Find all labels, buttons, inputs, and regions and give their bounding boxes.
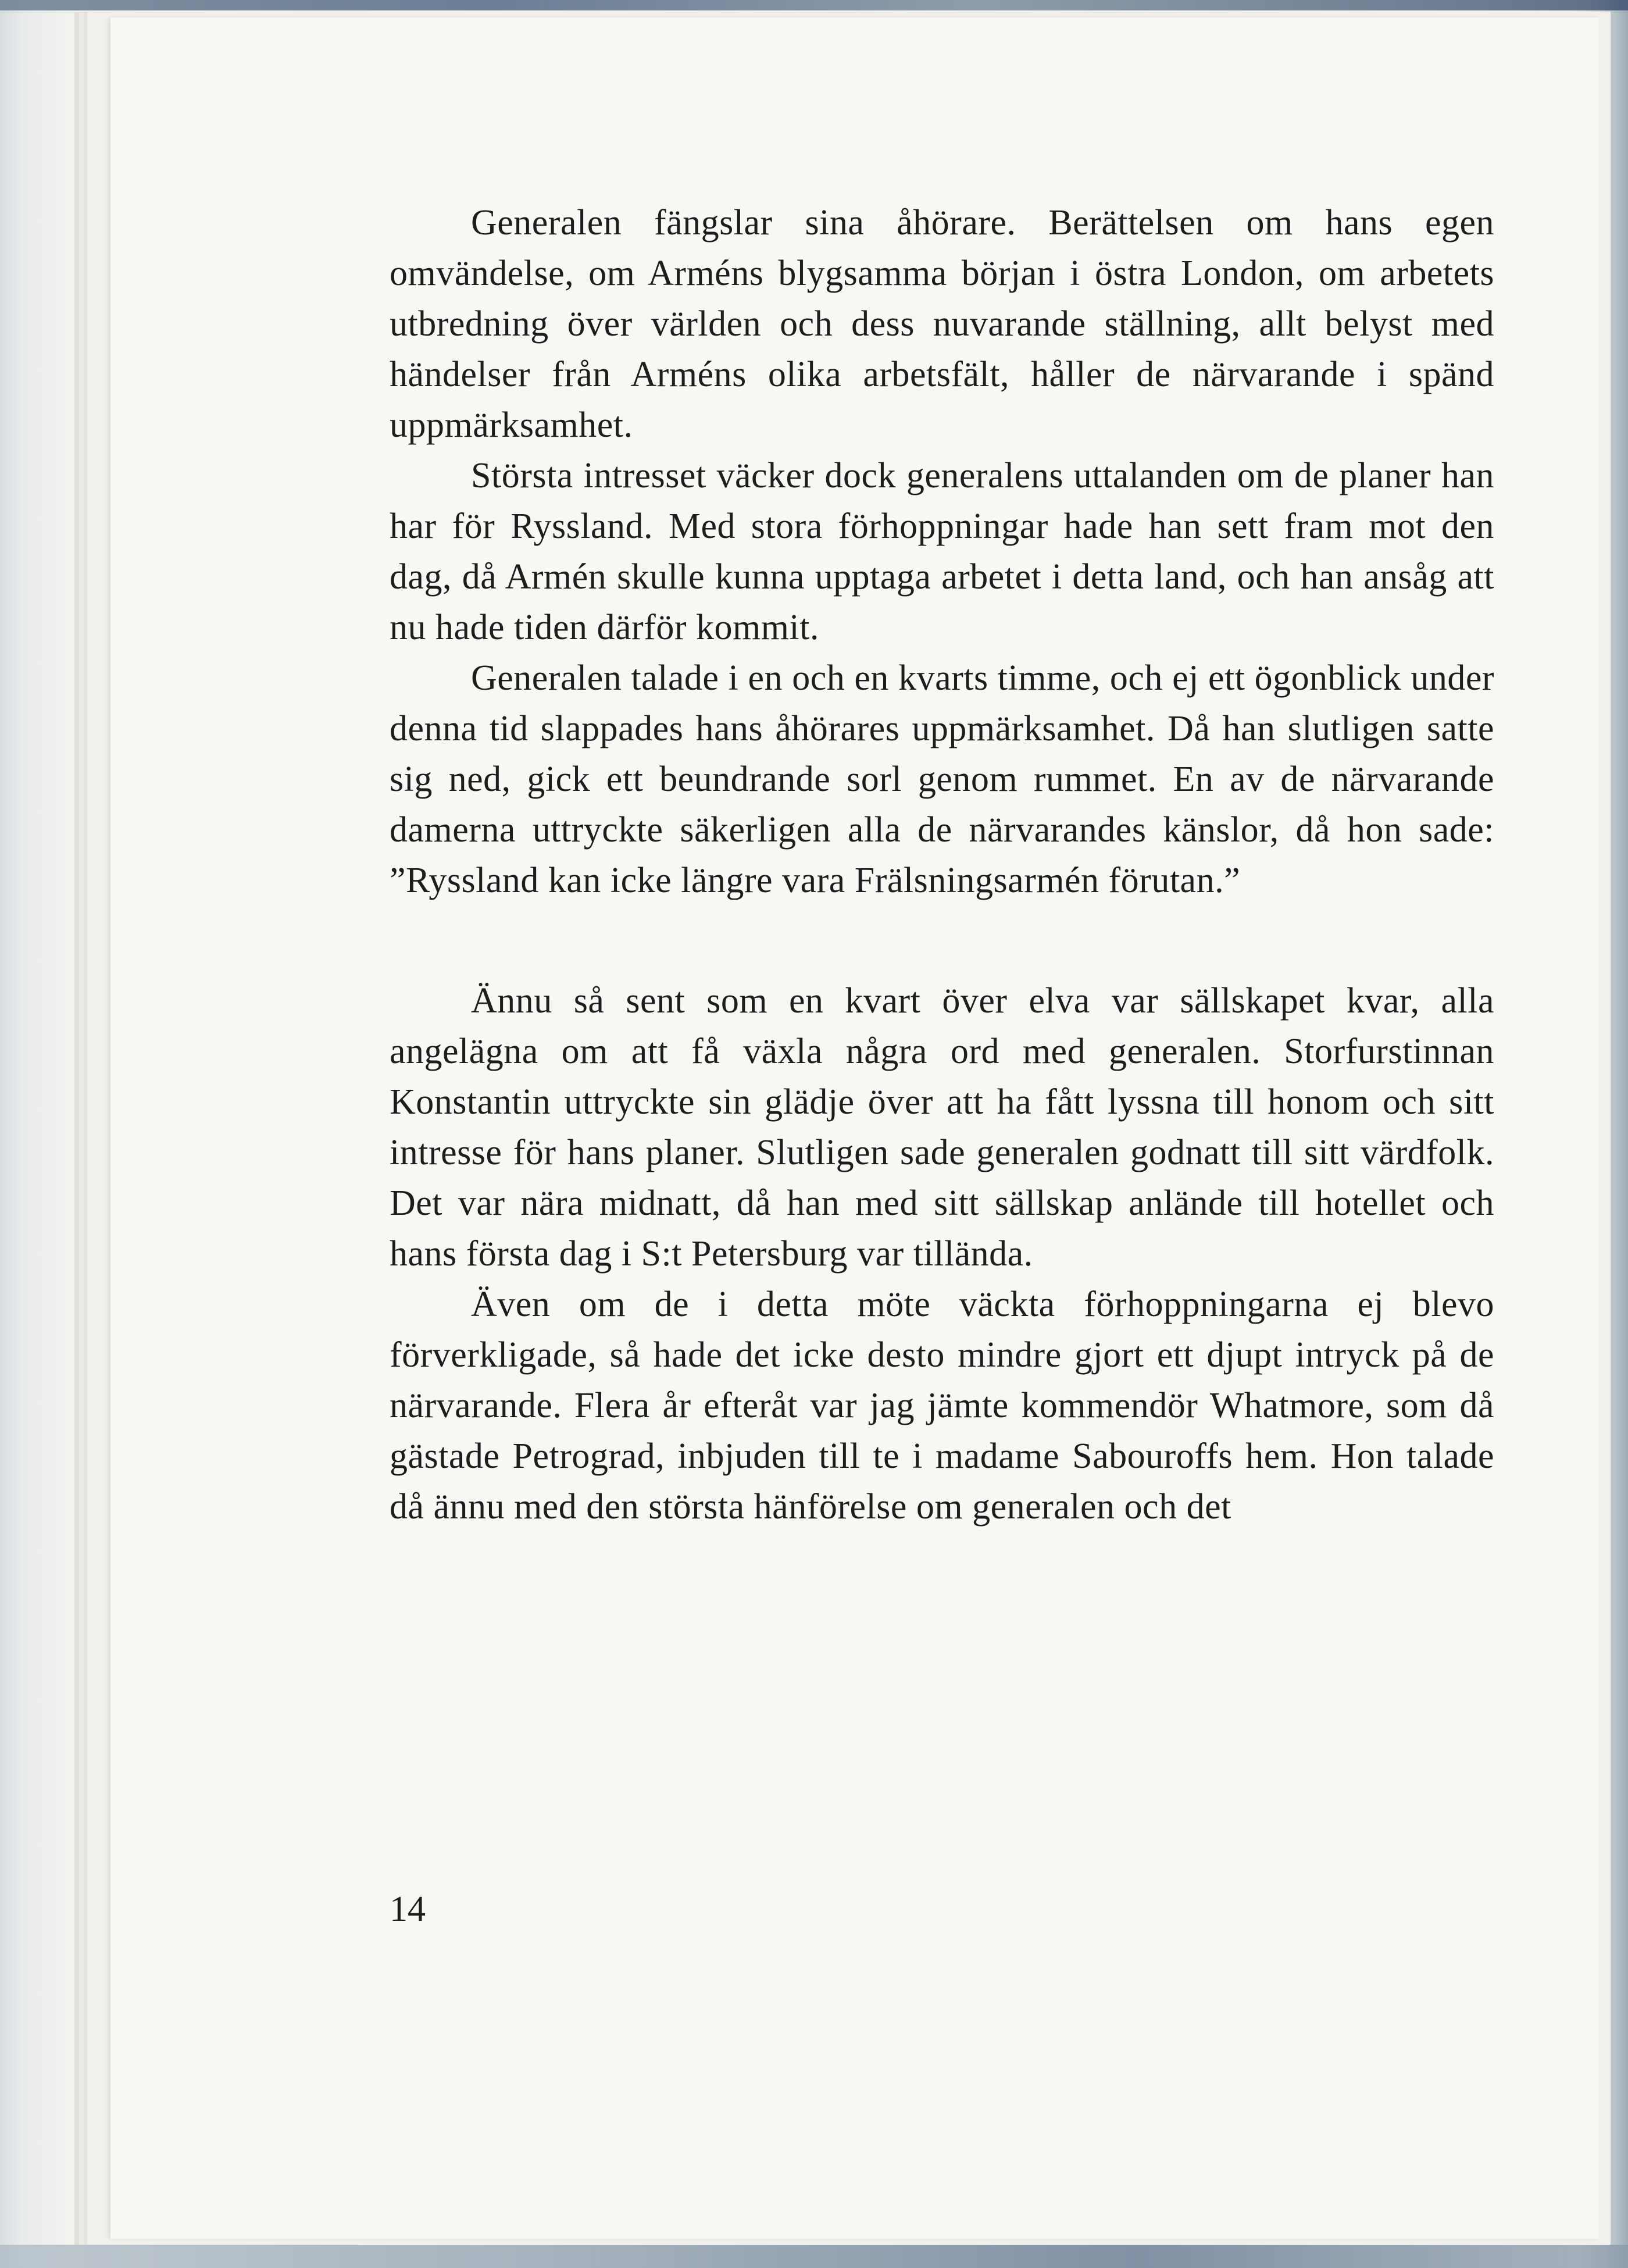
top-edge (0, 0, 1628, 10)
paragraph-4: Ännu så sent som en kvart över elva var sällskapet kvar, alla angelägna om att få växla några ord med generalen. Storfurstinnan Konstantin uttryckte sin glädje över att ha fått lyssna till honom och sitt intresse för hans planer. Slutligen sade generalen godnatt till sitt värdfolk. Det var nära midnatt, då han med sitt sällskap anlände till hotellet och hans första dag i S:t Petersburg var tillända. (390, 981, 1494, 1274)
body-text (390, 198, 1494, 1532)
paragraph-1: Generalen fängslar sina åhörare. Berättelsen om hans egen omvändelse, om Arméns blygsamma början i östra London, om arbetets utbredning över världen och dess nuvarande ställning, allt belyst med händelser från Arméns olika arbetsfält, håller de närvarande i spänd uppmärksamhet. (390, 203, 1494, 445)
paragraph-3: Generalen talade i en och en kvarts timme, och ej ett ögonblick under denna tid slappades hans åhörares uppmärksamhet. Då han slutligen satte sig ned, gick ett beundrande sorl genom rummet. En av de närvarande damerna uttryckte säkerligen alla de närvarandes känslor, då hon sade: ”Ryssland kan icke längre vara Frälsningsarmén förutan.” (390, 658, 1494, 900)
paragraph-2: Största intresset väcker dock generalens uttalanden om de planer han har för Ryssland. Med stora förhoppningar hade han sett fram mot den dag, då Armén skulle kunna upptaga arbetet i detta land, och han ansåg att nu hade tiden därför kommit. (390, 456, 1494, 647)
page-number: 14 (390, 1889, 426, 1929)
bottom-edge (0, 2245, 1628, 2268)
paragraph-5: Även om de i detta möte väckta förhoppningarna ej blevo förverkligade, så hade det icke desto mindre gjort ett djupt intryck på de närvarande. Flera år efteråt var jag jämte kommendör Whatmore, som då gästade Petrograd, inbjuden till te i madame Sabouroffs hem. Hon talade då ännu med den största hänförelse om generalen och det (390, 1285, 1494, 1527)
